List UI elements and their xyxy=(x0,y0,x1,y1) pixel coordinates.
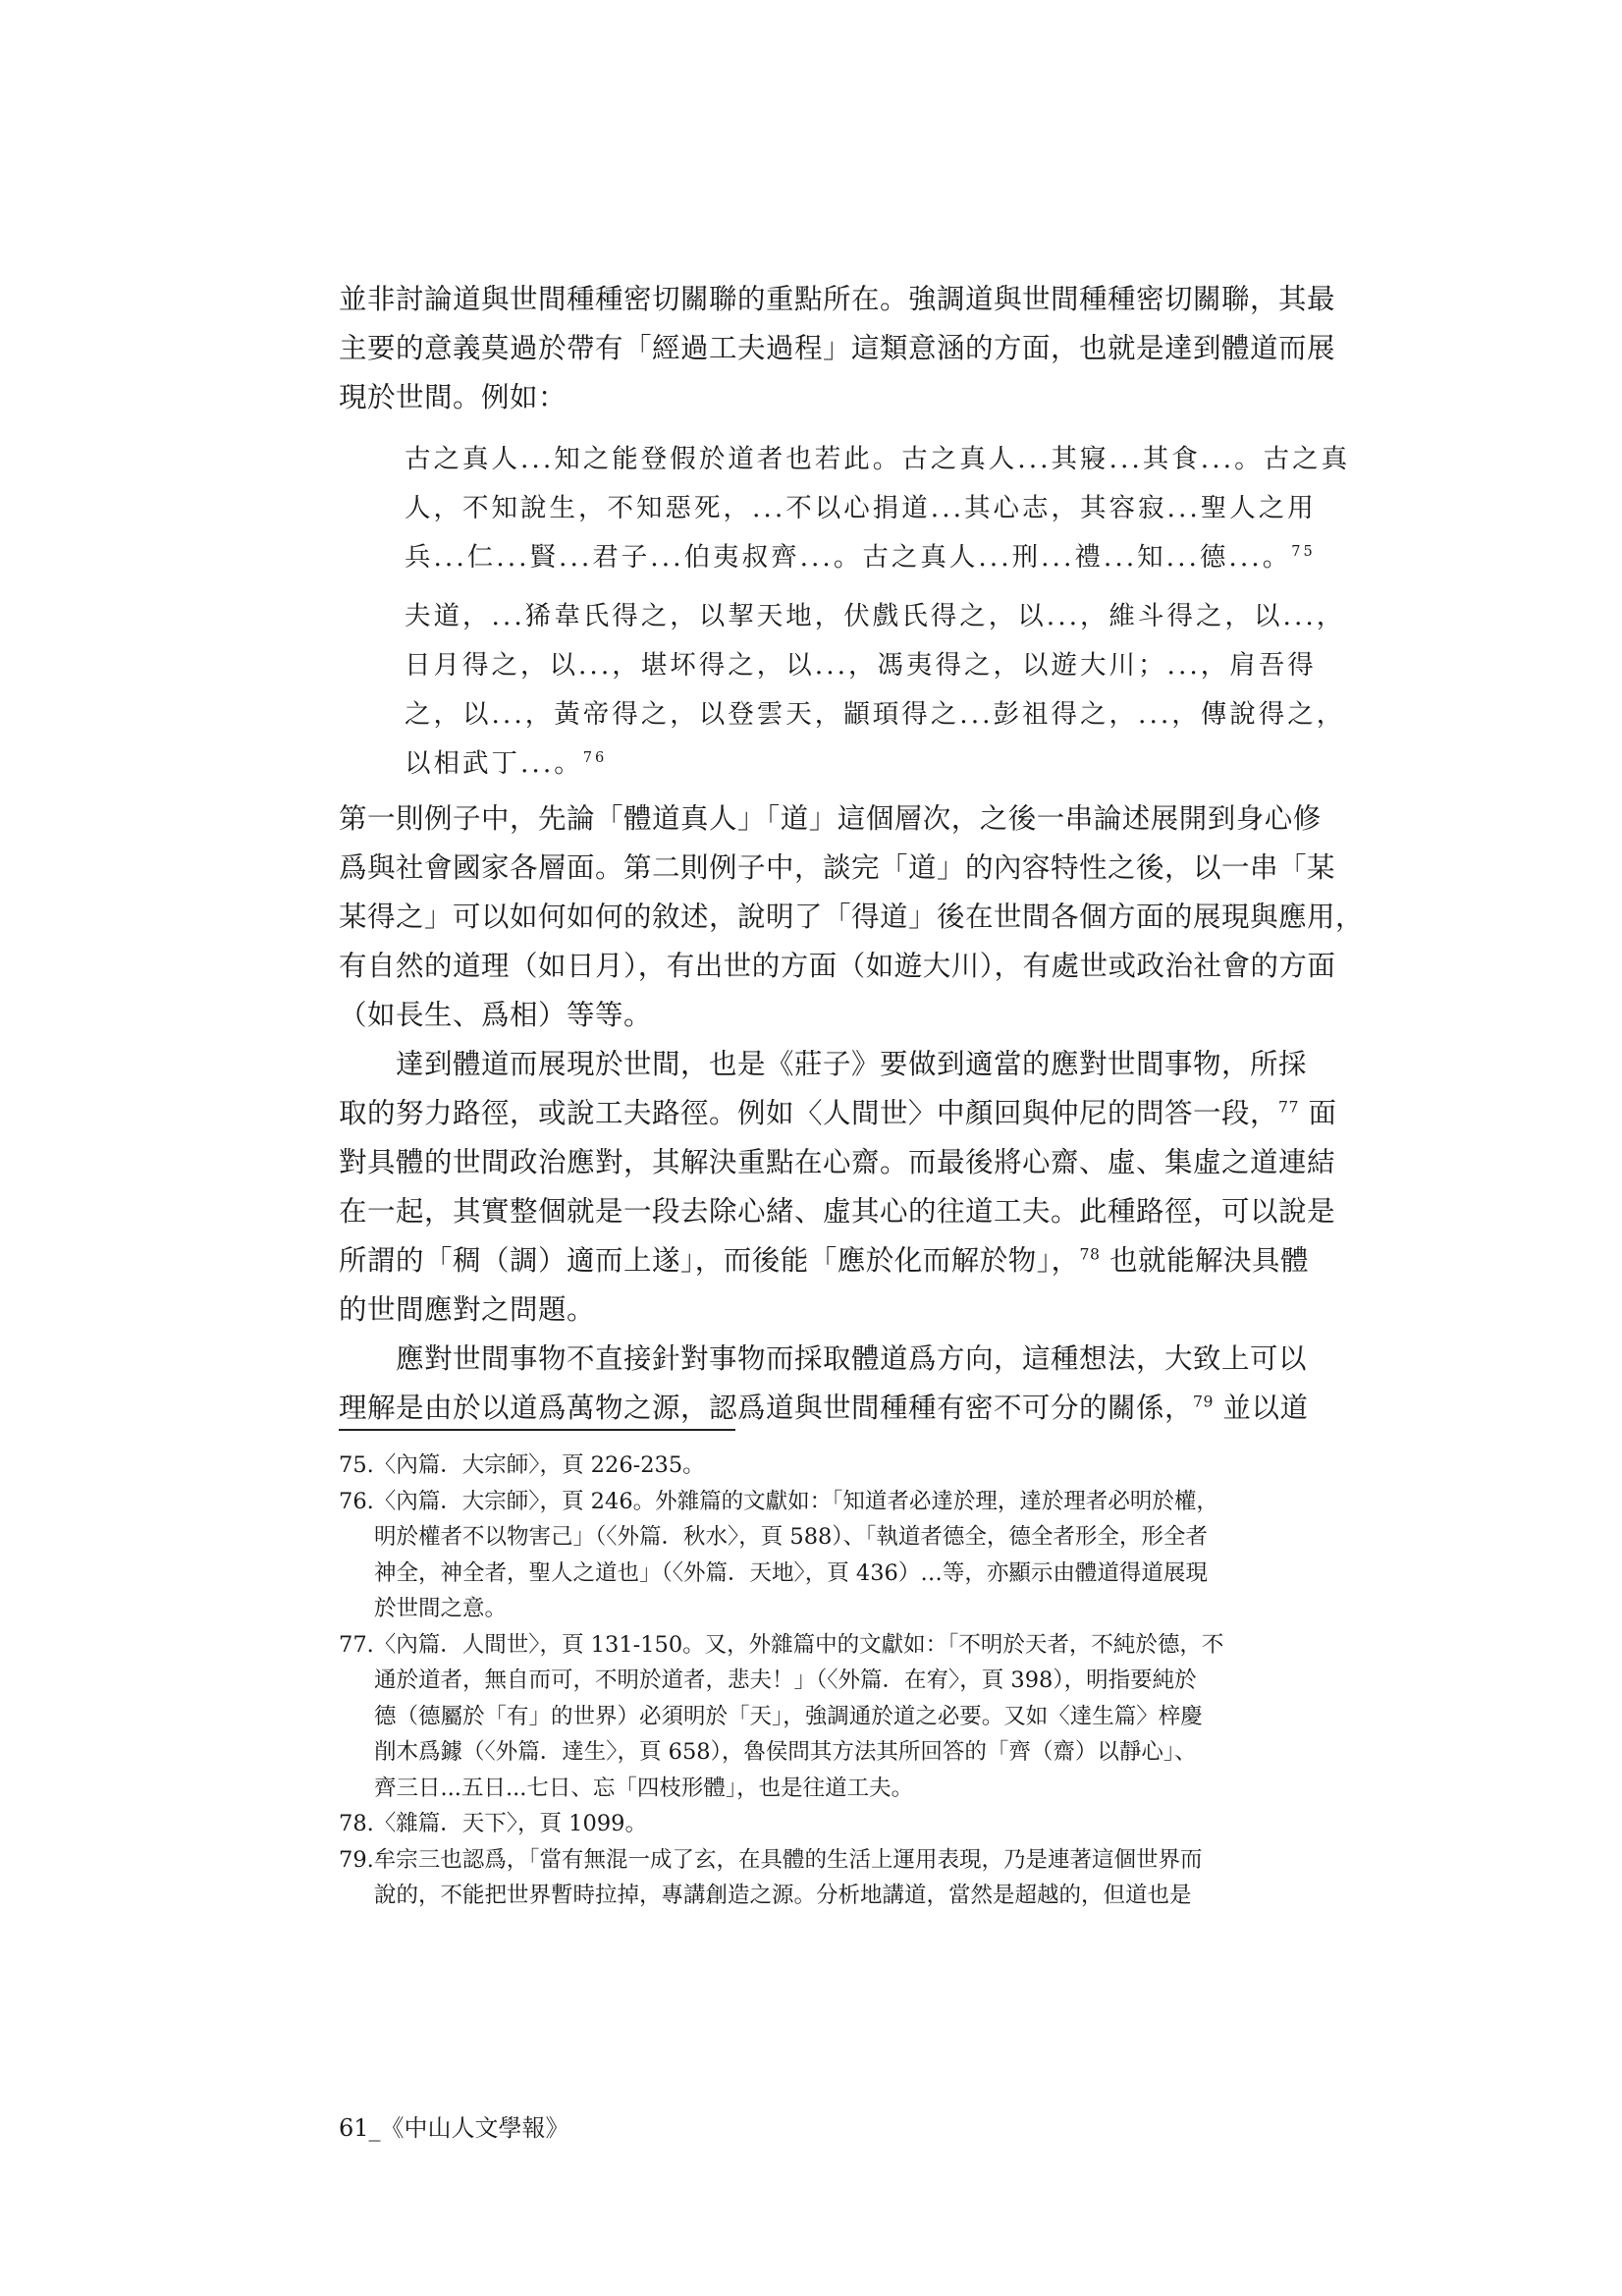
footnote-76-cont: 於世間之意。 xyxy=(374,1596,508,1621)
footnote-76-cont: 神全，神全者，聖人之道也」（〈外篇．天地〉，頁 436）…等，亦顯示由體道得道展現 xyxy=(374,1559,1208,1586)
text-line: 某得之」可以如何如何的敘述，說明了「得道」後在世間各個方面的展現與應用， xyxy=(339,901,1365,933)
quote-line: 人，不知說生，不知惡死，...不以心捐道...其心志，其容寂...聖人之用 xyxy=(405,493,1317,523)
footnote-79-cont: 說的，不能把世界暫時拉掉，專講創造之源。分析地講道，當然是超越的，但道也是 xyxy=(374,1883,1192,1908)
footnote-77-cont: 德（德屬於「有」的世界）必須明於「天」，強調通於道之必要。又如〈達生篇〉梓慶 xyxy=(374,1703,1203,1729)
page-number: 61 xyxy=(339,2114,369,2142)
text-line: 第一則例子中，先論「體道真人」「道」這個層次，之後一串論述展開到身心修 xyxy=(339,802,1322,835)
quote-text: 以相武丁...。 xyxy=(405,748,583,779)
text-line: 並非討論道與世間種種密切關聯的重點所在。強調道與世間種種密切關聯，其最 xyxy=(339,283,1336,315)
text-span: 取的努力路徑，或說工夫路徑。例如〈人間世〉中顏回與仲尼的問答一段， xyxy=(339,1097,1279,1129)
block-quote-1 xyxy=(405,435,1351,582)
footnote-77-cont: 通於道者，無自而可，不明於道者，悲夫！」（〈外篇．在宥〉，頁 398），明指要純於 xyxy=(374,1667,1197,1693)
journal-title: _《中山人文學報》 xyxy=(368,2114,569,2142)
footnote-ref-76[interactable]: 76 xyxy=(582,749,608,767)
footnote-75: 75.〈內篇．大宗師〉，頁 226-235。 xyxy=(339,1452,705,1478)
text-line: 主要的意義莫過於帶有「經過工夫過程」這類意涵的方面，也就是達到體道而展 xyxy=(339,332,1336,364)
quote-line xyxy=(405,533,1316,582)
footnote-ref-78[interactable]: 78 xyxy=(1079,1244,1101,1264)
footnote-separator xyxy=(339,1429,735,1431)
quote-line xyxy=(405,739,1249,789)
text-line xyxy=(339,1089,1337,1138)
quote-text: 兵...仁...賢...君子...伯夷叔齊...。古之真人...刑...禮...知...德...。 xyxy=(405,542,1292,573)
text-span: 所謂的「稠（調）適而上遂」，而後能「應於化而解於物」， xyxy=(339,1244,1080,1277)
text-line: 達到體道而展現於世間，也是《莊子》要做到適當的應對世間事物，所採 xyxy=(339,1048,1308,1080)
block-quote-2 xyxy=(405,592,1346,789)
footnote-77-cont: 削木爲鐻（〈外篇．達生〉，頁 658），魯侯問其方法其所回答的「齊（齋）以靜心」、 xyxy=(374,1739,1197,1765)
text-line: 現於世間。例如： xyxy=(339,381,568,413)
footnote-ref-79[interactable]: 79 xyxy=(1193,1392,1214,1411)
text-line: 爲與社會國家各層面。第二則例子中，談完「道」的內容特性之後，以一串「某 xyxy=(339,851,1336,884)
quote-line: 之，以...，黃帝得之，以登雲天，顓頊得之...彭祖得之，...，傳說得之， xyxy=(405,699,1346,730)
footnote-76: 76.〈內篇．大宗師〉，頁 246。外雜篇的文獻如：「知道者必達於理，達於理者必明於權， xyxy=(339,1488,1218,1514)
text-line: 在一起，其實整個就是一段去除心緒、虛其心的往道工夫。此種路徑，可以說是 xyxy=(339,1195,1336,1228)
quote-line: 夫道，...狶韋氏得之，以挈天地，伏戲氏得之，以...，維斗得之，以...， xyxy=(405,601,1346,631)
quote-line: 日月得之，以...，堪坏得之，以...，馮夷得之，以遊大川；...，肩吾得 xyxy=(405,650,1317,681)
text-line: 應對世間事物不直接針對事物而採取體道爲方向，這種想法，大致上可以 xyxy=(339,1342,1308,1375)
footnotes xyxy=(339,1448,1291,1914)
footnote-79: 79.牟宗三也認爲，「當有無混一成了玄，在具體的生活上運用表現，乃是連著這個世界而 xyxy=(339,1846,1203,1873)
footnote-77-cont: 齊三日...五日...七日、忘「四枝形體」，也是往道工夫。 xyxy=(374,1775,914,1801)
text-line: （如長生、爲相）等等。 xyxy=(339,999,653,1031)
text-line xyxy=(339,1384,1309,1433)
text-span: 理解是由於以道爲萬物之源，認爲道與世間種種有密不可分的關係， xyxy=(339,1392,1194,1424)
text-line: 的世間應對之問題。 xyxy=(339,1293,596,1326)
footnote-78: 78.〈雜篇．天下〉，頁 1099。 xyxy=(339,1811,647,1836)
body-paragraph-intro xyxy=(339,275,1336,422)
quote-line: 古之真人...知之能登假於道者也若此。古之真人...其寢...其食...。古之真 xyxy=(405,444,1351,474)
page-footer xyxy=(339,2108,569,2143)
footnote-76-cont: 明於權者不以物害己」（〈外篇．秋水〉，頁 588）、「執道者德全，德全者形全，形全者 xyxy=(374,1524,1208,1550)
footnote-ref-77[interactable]: 77 xyxy=(1278,1097,1299,1117)
text-span: 面 xyxy=(1308,1097,1337,1129)
text-line xyxy=(339,1236,1310,1285)
text-line: 有自然的道理（如日月），有出世的方面（如遊大川），有處世或政治社會的方面 xyxy=(339,950,1336,982)
text-span: 也就能解決具體 xyxy=(1109,1244,1310,1277)
text-span: 並以道 xyxy=(1222,1392,1309,1424)
body-paragraph-main xyxy=(339,794,1365,1433)
footnote-ref-75[interactable]: 75 xyxy=(1291,543,1316,561)
footnote-77: 77.〈內篇．人間世〉，頁 131-150。又，外雜篇中的文獻如：「不明於天者，不純於德，不 xyxy=(339,1631,1224,1658)
text-line: 對具體的世間政治應對，其解決重點在心齋。而最後將心齋、虛、集虛之道連結 xyxy=(339,1146,1336,1178)
